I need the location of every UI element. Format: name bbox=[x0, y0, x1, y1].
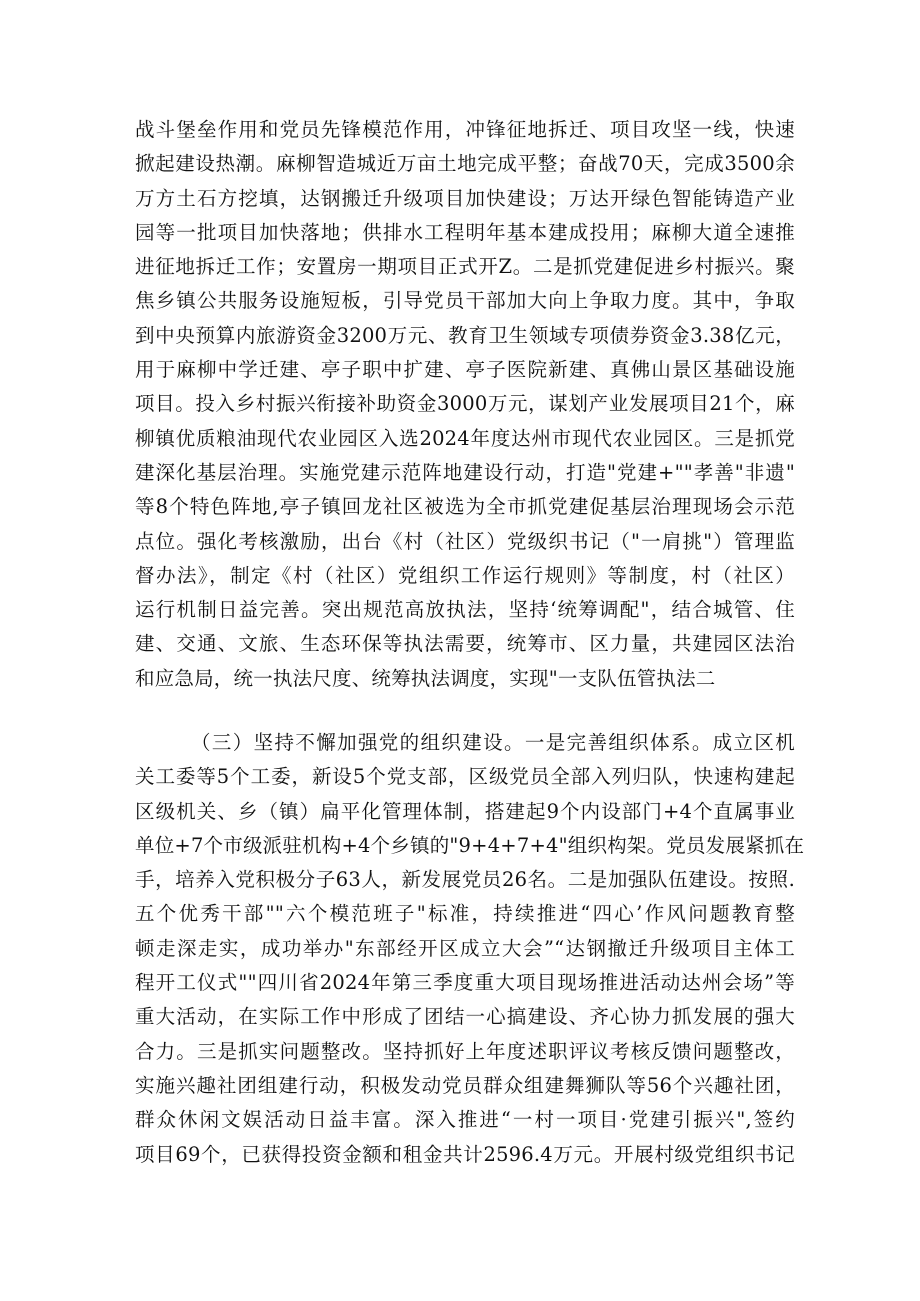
text-line: 督办法》，制定《村（社区）党组织工作运行规则》等制度，村（社区） bbox=[135, 563, 795, 587]
text-line: 五个优秀干部""六个模范班子"标准，持续推进“四心’作风问题教育整 bbox=[135, 902, 795, 926]
text-line: 等8个特色阵地,亭子镇回龙社区被选为全市抓党建促基层治理现场会示范 bbox=[135, 495, 795, 519]
text-line: 柳镇优质粮油现代农业园区入选2024年度达州市现代农业园区。三是抓党 bbox=[135, 426, 795, 450]
text-line: 群众休闲文娱活动日益丰富。深入推进“一村一项目·党建引振兴",签约 bbox=[135, 1108, 795, 1132]
text-line: 点位。强化考核激励，出台《村（社区）党级织书记（"一肩挑"）管理监 bbox=[135, 529, 795, 553]
text-line: 建深化基层治理。实施党建示范阵地建设行动，打造"党建+""孝善"非遗" bbox=[135, 460, 795, 484]
text-line: 关工委等5个工委，新设5个党支部，区级党员全部入列归队，快速构建起 bbox=[135, 765, 795, 789]
text-line: （三）坚持不懈加强党的组织建设。一是完善组织体系。成立区机 bbox=[191, 731, 795, 754]
text-line: 顿走深走实，成功举办"东部经开区成立大会”“达钢撤迁升级项目主体工 bbox=[135, 936, 795, 960]
text-line: 万方土石方挖填，达钢搬迁升级项目加快建设；万达开绿色智能铸造产业 bbox=[135, 186, 795, 210]
text-line: 重大活动，在实际工作中形成了团结一心搞建设、齐心协力抓发展的强大 bbox=[135, 1005, 795, 1029]
text-line: 掀起建设热潮。麻柳智造城近万亩土地完成平整；奋战70天，完成3500余 bbox=[135, 152, 795, 176]
text-line: 单位+7个市级派驻机构+4个乡镇的"9+4+7+4"组织构架。党员发展紧抓在 bbox=[135, 833, 805, 857]
text-line: 建、交通、文旅、生态环保等执法需要，统筹市、区力量，共建园区法治 bbox=[135, 632, 795, 656]
text-line: 项目。投入乡村振兴衔接补助资金3000万元，谋划产业发展项目21个，麻 bbox=[135, 392, 795, 416]
text-line: 到中央预算内旅游资金3200万元、教育卫生领域专项债券资金3.38亿元， bbox=[135, 323, 795, 347]
text-line: 园等一批项目加快落地；供排水工程明年基本建成投用；麻柳大道全速推 bbox=[135, 220, 795, 244]
text-line: 程开工仪式""四川省2024年第三季度重大项目现场推进活动达州会场”等 bbox=[135, 971, 795, 995]
paragraph-2 bbox=[135, 726, 805, 1172]
text-line: 手，培养入党积极分子63人，新发展党员26名。二是加强队伍建设。按照. bbox=[135, 868, 795, 892]
text-line: 项目69个，已获得投资金额和租金共计2596.4万元。开展村级党组织书记 bbox=[135, 1142, 795, 1166]
text-line: 合力。三是抓实问题整改。坚持抓好上年度述职评议考核反馈问题整改， bbox=[135, 1039, 795, 1063]
text-line: 和应急局，统一执法尺度、统筹执法调度，实现"一支队伍管执法二 bbox=[135, 666, 716, 690]
text-line: 运行机制日益完善。突出规范高放执法，坚持‘统筹调配"，结合城管、住 bbox=[135, 598, 795, 622]
text-line: 区级机关、乡（镇）扁平化管理体制，搭建起9个内设部门+4个直属事业 bbox=[135, 799, 795, 823]
text-line: 战斗堡垒作用和党员先锋模范作用，冲锋征地拆迁、项目攻坚一线，快速 bbox=[135, 118, 795, 141]
paragraph-1 bbox=[135, 113, 795, 696]
text-line: 实施兴趣社团组建行动，积极发动党员群众组建舞狮队等56个兴趣社团， bbox=[135, 1073, 795, 1097]
text-line: 进征地拆迁工作；安置房一期项目正式开Z。二是抓党建促进乡村振兴。聚 bbox=[135, 255, 795, 279]
text-line: 焦乡镇公共服务设施短板，引导党员干部加大向上争取力度。其中，争取 bbox=[135, 289, 795, 313]
text-line: 用于麻柳中学迁建、亭子职中扩建、亭子医院新建、真佛山景区基础设施 bbox=[135, 358, 795, 382]
